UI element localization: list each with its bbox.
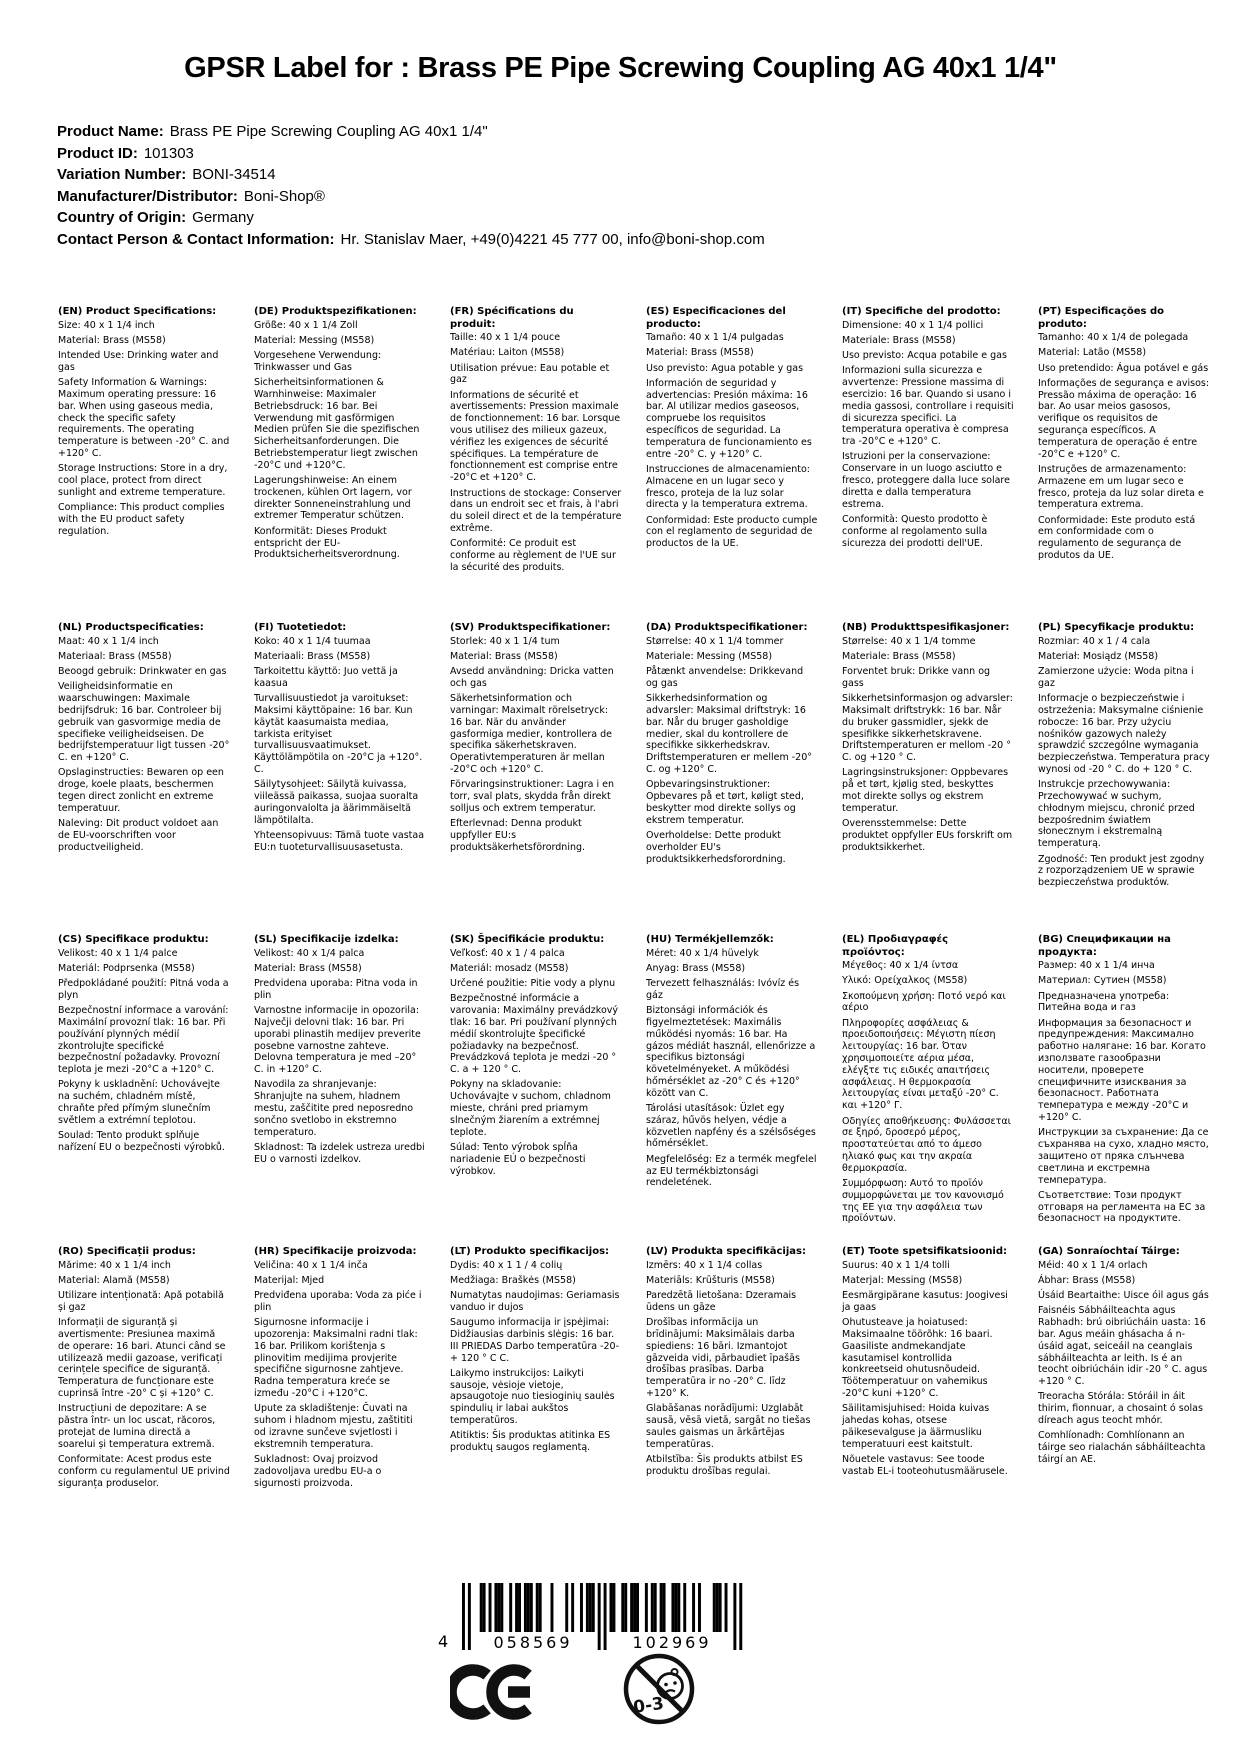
- spec-paragraph: Upute za skladištenje: Čuvati na suhom i hladnom mjestu, zaštititi od izravne sunčeve svjetlosti i ekstremnih temperatura.: [254, 1403, 413, 1450]
- spec-paragraph: Υλικό: Ορείχαλκος (MS58): [842, 975, 968, 987]
- language-block-heading: (SL) Specifikacije izdelka:: [254, 934, 399, 945]
- spec-paragraph: Съответствие: Този продукт отговаря на регламента на ЕС за безопасност на продуктите.: [1038, 1189, 1206, 1225]
- spec-paragraph: Pokyny k uskladnění: Uchovávejte na suchém, chladném místě, chraňte před přímým slunečním světlem a extrémní teplotou.: [58, 1079, 221, 1126]
- spec-paragraph: Informations de sécurité et avertissements: Pression maximale de fonctionnement: 16 bar. Lorsque vous utilisez des milieux gazeux, vérifiez les exigences de sécurité spécifiques. La température de fonctionnement est comprise entre -20°C et +120° C.: [450, 389, 621, 484]
- spec-paragraph: Materiale: Messing (MS58): [646, 650, 773, 662]
- barcode-group1-digits: 058569: [493, 1633, 573, 1652]
- spec-paragraph: Material: Alamă (MS58): [58, 1274, 170, 1286]
- language-block-heading: (HR) Specifikacije proizvoda:: [254, 1246, 417, 1257]
- language-block-heading: (DA) Produktspecifikationer:: [646, 622, 808, 633]
- spec-paragraph: Sicherheitsinformationen & Warnhinweise: Maximaler Betriebsdruck: 16 bar. Bei Verwendung mit gasförmigen Medien prüfen Sie die spezifischen Sicherheitsanforderungen. Die Betriebstemperatur liegt zwischen -20°C und +120°C.: [254, 377, 420, 471]
- spec-paragraph: Saugumo informacija ir įspėjimai: Didžiausias darbinis slėgis: 16 bar. III PRIEDAS Darbo temperatūra -20-+ 120 ° C C.: [450, 1317, 620, 1364]
- spec-paragraph: Forventet bruk: Drikke vann og gass: [842, 666, 991, 689]
- spec-paragraph: Informazioni sulla sicurezza e avvertenze: Pressione massima di esercizio: 16 bar. Quando si usano i media gassosi, controllare i requisiti di sicurezza specifici. La temperatura operativa è compresa tra -20°C e +120° C.: [842, 365, 1014, 448]
- ce-marking-icon: [450, 1661, 542, 1727]
- spec-paragraph: Koko: 40 x 1 1/4 tuumaa: [254, 635, 371, 647]
- language-block-heading: (BG) Спецификации на продукта:: [1038, 934, 1171, 958]
- spec-paragraph: Faisnéis Sábháilteachta agus Rabhadh: brú oibriúcháin uasta: 16 bar. Agus meáin ghásacha á n-úsáid agat, seiceáil na ceanglais sábháilteachta ar leith. Is é an teocht oibriúcháin idir -20 ° C. agus +120 ° C.: [1038, 1305, 1208, 1388]
- spec-paragraph: Bezpečnostní informace a varování: Maximální provozní tlak: 16 bar. Při používání plynných médií zkontrolujte specifické bezpečnostní požadavky. Provozní teplota je mezi -20°C a +120° C.: [58, 1005, 229, 1076]
- spec-paragraph: Materiaali: Brass (MS58): [254, 650, 371, 662]
- spec-paragraph: Предназначена употреба: Питейна вода и газ: [1038, 990, 1170, 1014]
- spec-paragraph: Material: Latão (MS58): [1038, 347, 1147, 359]
- spec-paragraph: Material: Brass (MS58): [254, 962, 362, 974]
- spec-paragraph: Medžiaga: Braškės (MS58): [450, 1274, 576, 1286]
- language-specifications-grid: [58, 306, 1210, 1493]
- spec-paragraph: Ohutusteave ja hoiatused: Maksimaalne töörõhk: 16 baari. Gaasiliste andmekandjate kasutamisel kontrollida konkreetseid ohutusnõudeid. Töötemperatuur on vahemikus -20°C kuni +120° C.: [842, 1317, 993, 1399]
- language-block-nl: [58, 622, 230, 934]
- age-warning-0-3-icon: [622, 1652, 696, 1730]
- spec-paragraph: Säilitamisjuhised: Hoida kuivas jahedas kohas, otsese päikesevalguse ja äärmusliku temperatuuri eest kaitstult.: [842, 1403, 990, 1450]
- spec-paragraph: Instrucțiuni de depozitare: A se păstra într- un loc uscat, răcoros, protejat de lumina directă a soarelui și temperatura extremă.: [58, 1403, 216, 1450]
- spec-paragraph: Tamaño: 40 x 1 1/4 pulgadas: [646, 332, 784, 343]
- spec-paragraph: Soulad: Tento produkt splňuje nařízení EU o bezpečnosti výrobků.: [58, 1130, 225, 1153]
- language-block-heading: (EN) Product Specifications:: [58, 306, 217, 317]
- language-block-pt: [1038, 306, 1210, 622]
- spec-paragraph: Πληροφορίες ασφάλειας & προειδοποιήσεις: Μέγιστη πίεση λειτουργίας: 16 bar. Όταν χρησιμοποιείτε αέρια μέσα, ελέγξτε τις ειδικές απαιτήσεις ασφάλειας. Η θερμοκρασία λειτουργίας είναι μεταξύ -20° C. και +120° Γ.: [842, 1017, 999, 1112]
- spec-paragraph: Uso previsto: Acqua potabile e gas: [842, 350, 1007, 362]
- language-block-de: [254, 306, 426, 622]
- spec-paragraph: Conformità: Questo prodotto è conforme al regolamento sulla sicurezza dei prodotti dell'UE.: [842, 513, 988, 549]
- spec-paragraph: Atitiktis: Šis produktas atitinka ES produktų saugos reglamentą.: [450, 1430, 611, 1454]
- spec-paragraph: Инструкции за съхранение: Да се съхранява на сухо, хладно място, защитено от пряка слънчева светлина и екстремна температура.: [1038, 1127, 1209, 1186]
- spec-paragraph: Materijal: Mjed: [254, 1274, 325, 1286]
- spec-paragraph: Treoracha Stórála: Stóráil in áit thirim, fionnuar, a chosaint ó solas díreach agus teocht mhór.: [1038, 1391, 1203, 1427]
- spec-paragraph: Anyag: Brass (MS58): [646, 962, 746, 974]
- spec-paragraph: Materiale: Brass (MS58): [842, 650, 956, 662]
- spec-paragraph: Instructions de stockage: Conserver dans un endroit sec et frais, à l'abri du soleil direct et de la température extrême.: [450, 487, 622, 534]
- spec-paragraph: Naleving: Dit product voldoet aan de EU-voorschriften voor productveiligheid.: [58, 818, 219, 853]
- spec-paragraph: Safety Information & Warnings: Maximum operating pressure: 16 bar. When using gaseous media, check the specific safety requirements. The operating temperature is between -20° C. and +120° C.: [58, 377, 230, 459]
- language-block-heading: (EL) Προδιαγραφές προϊόντος:: [842, 934, 949, 958]
- spec-paragraph: Größe: 40 x 1 1/4 Zoll: [254, 319, 358, 331]
- language-block-fi: [254, 622, 426, 934]
- spec-paragraph: Pokyny na skladovanie: Uchovávajte v suchom, chladnom mieste, chráni pred priamym slnečným žiarením a extrémnej teplote.: [450, 1079, 611, 1138]
- spec-paragraph: Συμμόρφωση: Αυτό το προϊόν συμμορφώνεται με τον κανονισμό της ΕΕ για την ασφάλεια των προϊόντων.: [842, 1178, 1004, 1225]
- language-block-ga: [1038, 1246, 1210, 1493]
- spec-paragraph: Förvaringsinstruktioner: Lagra i en torr, sval plats, skydda från direkt solljus och extrem temperatur.: [450, 779, 615, 814]
- spec-paragraph: Uso pretendido: Água potável e gás: [1038, 362, 1209, 374]
- product-info-value: Boni-Shop®: [243, 187, 325, 205]
- spec-paragraph: Utilisation prévue: Eau potable et gaz: [450, 362, 610, 386]
- spec-paragraph: Megfelelőség: Ez a termék megfelel az EU termékbiztonsági rendeletének.: [646, 1153, 817, 1189]
- language-block-fr: [450, 306, 622, 622]
- spec-paragraph: Bezpečnostné informácie a varovania: Maximálny prevádzkový tlak: 16 bar. Pri používaní plynných médií skontrolujte špecifické požiadavky na bezpečnosť. Prevádzková teplota je medzi -20 ° C. a + 120 ° C.: [450, 993, 619, 1076]
- language-block-heading: (NL) Productspecificaties:: [58, 622, 204, 633]
- language-block-heading: (IT) Specifiche del prodotto:: [842, 306, 1001, 317]
- product-info-value: Brass PE Pipe Screwing Coupling AG 40x1 1/4": [169, 123, 488, 140]
- spec-paragraph: Beoogd gebruik: Drinkwater en gas: [58, 666, 227, 678]
- spec-paragraph: Méid: 40 x 1 1/4 orlach: [1038, 1259, 1148, 1271]
- spec-paragraph: Uso previsto: Agua potable y gas: [646, 362, 804, 374]
- spec-paragraph: Lagringsinstruksjoner: Oppbevares på et tørt, kjølig sted, beskyttes mot direkte sollys og ekstrem temperatur.: [842, 767, 1009, 814]
- product-info-label: Product Name:: [57, 123, 164, 140]
- spec-paragraph: Materiaal: Brass (MS58): [58, 650, 172, 662]
- spec-paragraph: Matériau: Laiton (MS58): [450, 347, 565, 359]
- spec-paragraph: Sukladnost: Ovaj proizvod zadovoljava uredbu EU-a o sigurnosti proizvoda.: [254, 1453, 382, 1489]
- page-title: GPSR Label for : Brass PE Pipe Screwing Coupling AG 40x1 1/4": [184, 52, 1057, 84]
- product-info-value: BONI-34514: [192, 166, 276, 183]
- spec-paragraph: Conformidad: Este producto cumple con el reglamento de seguridad de productos de la UE.: [646, 514, 818, 550]
- spec-paragraph: Efterlevnad: Denna produkt uppfyller EU:s produktsäkerhetsförordning.: [450, 818, 586, 853]
- spec-paragraph: Určené použitie: Pitie vody a plynu: [450, 978, 616, 990]
- spec-paragraph: Tamanho: 40 x 1/4 de polegada: [1038, 332, 1189, 343]
- spec-paragraph: Turvallisuustiedot ja varoitukset: Maksimi käyttöpaine: 16 bar. Kun käytät kaasumaista mediaa, tarkista erityiset turvallisuusvaatimukset. Käyttölämpötila on -20°C ja +120°. C.: [254, 693, 423, 775]
- spec-paragraph: Předpokládané použití: Pitná voda a plyn: [58, 978, 229, 1001]
- spec-paragraph: Storage Instructions: Store in a dry, cool place, protect from direct sunlight and extreme temperature.: [58, 463, 228, 498]
- language-block-en: [58, 306, 230, 622]
- product-info-value: Germany: [192, 209, 254, 226]
- spec-paragraph: Overensstemmelse: Dette produktet oppfyller EUs forskrift om produktsikkerhet.: [842, 818, 1013, 853]
- spec-paragraph: Úsáid Beartaithe: Uisce óil agus gás: [1038, 1290, 1209, 1302]
- spec-paragraph: Size: 40 x 1 1/4 inch: [58, 319, 155, 331]
- spec-paragraph: Tarkoitettu käyttö: Juo vettä ja kaasua: [254, 666, 398, 689]
- age-warning-text: 0-3: [632, 1693, 666, 1718]
- spec-paragraph: Materiale: Brass (MS58): [842, 334, 956, 346]
- spec-paragraph: Velikost: 40 x 1 1/4 palce: [58, 947, 178, 959]
- spec-paragraph: Información de seguridad y advertencias: Presión máxima: 16 bar. Al utilizar medios gaseosos, compruebe los requisitos específicos de seguridad. La temperatura de funcionamiento es entre -20° C. y +120° C.: [646, 377, 812, 460]
- ean13-barcode: [438, 1583, 743, 1652]
- spec-paragraph: Materiál: mosadz (MS58): [450, 962, 569, 974]
- spec-paragraph: Størrelse: 40 x 1 1/4 tommer: [646, 635, 784, 647]
- spec-paragraph: Skladnost: Ta izdelek ustreza uredbi EU o varnosti izdelkov.: [254, 1141, 425, 1165]
- language-block-heading: (LV) Produkta specifikācijas:: [646, 1246, 806, 1257]
- spec-paragraph: Veľkosť: 40 x 1 / 4 palca: [450, 947, 565, 959]
- spec-paragraph: Conformitate: Acest produs este conform cu regulamentul UE privind siguranța produselor.: [58, 1453, 230, 1489]
- language-block-lv: [646, 1246, 818, 1493]
- product-info-row: [57, 164, 765, 186]
- spec-paragraph: Instruções de armazenamento: Armazene em um lugar seco e fresco, proteja da luz solar direta e temperatura extrema.: [1038, 463, 1204, 511]
- product-info-value: 101303: [143, 144, 194, 162]
- spec-paragraph: Laikymo instrukcijos: Laikyti sausoje, vėsioje vietoje, apsaugotoje nuo tiesioginių saulės spindulių ir labai aukštos temperatūros.: [450, 1367, 615, 1427]
- spec-paragraph: Dimensione: 40 x 1 1/4 pollici: [842, 319, 984, 331]
- product-info-label: Manufacturer/Distributor:: [57, 187, 238, 205]
- spec-paragraph: Istruzioni per la conservazione: Conservare in un luogo asciutto e fresco, proteggere dalla luce solare diretta e dalla temperatura estrema.: [842, 451, 1010, 510]
- barcode-group2-digits: 102969: [632, 1633, 712, 1652]
- spec-paragraph: Navodila za shranjevanje: Shranjujte na suhem, hladnem mestu, zaščitite pred neposredno sončno svetlobo in ekstremno temperaturo.: [254, 1079, 414, 1138]
- spec-paragraph: Informações de segurança e avisos: Pressão máxima de operação: 16 bar. Ao usar meios gasosos, verifique os requisitos de segurança específicos. A temperatura de operação é entre -20°C e +120° C.: [1038, 377, 1210, 460]
- language-block-heading: (SK) Špecifikácie produktu:: [450, 934, 605, 945]
- spec-paragraph: Atbilstība: Šis produkts atbilst ES produktu drošības regulai.: [646, 1453, 803, 1477]
- language-block-heading: (CS) Specifikace produktu:: [58, 934, 209, 945]
- language-block-sk: [450, 934, 622, 1246]
- language-block-heading: (NB) Produkttspesifikasjoner:: [842, 622, 1010, 633]
- language-block-heading: (ET) Toote spetsifikatsioonid:: [842, 1246, 1008, 1257]
- spec-paragraph: Materiāls: Krūšturis (MS58): [646, 1274, 775, 1286]
- spec-paragraph: Paredzētā lietošana: Dzeramais ūdens un gāze: [646, 1290, 797, 1313]
- language-block-hu: [646, 934, 818, 1246]
- spec-paragraph: Säkerhetsinformation och varningar: Maximalt rörelsetryck: 16 bar. När du använder gasformiga medier, kontrollera de specifika säkerhetskraven. Operativtemperaturen är mellan -20°C och +120° C.: [450, 693, 612, 775]
- spec-paragraph: Информация за безопасност и предупреждения: Максимално работно налягане: 16 bar. Когато използвате газообразни носители, проверете специфичните изисквания за безопасност. Работната температура е между -20°C и +120° C.: [1038, 1017, 1206, 1124]
- spec-paragraph: Conformidade: Este produto está em conformidade com o regulamento de segurança de produtos da UE.: [1038, 514, 1196, 562]
- spec-paragraph: Veličina: 40 x 1 1/4 inča: [254, 1259, 368, 1271]
- spec-paragraph: Glabāšanas norādījumi: Uzglabāt sausā, vēsā vietā, sargāt no tiešas saules gaismas un ārkārtējas temperatūras.: [646, 1403, 811, 1450]
- spec-paragraph: Opbevaringsinstruktioner: Opbevares på et tørt, køligt sted, beskytter mod direkte sollys og ekstrem temperatur.: [646, 779, 804, 826]
- spec-paragraph: Vorgesehene Verwendung: Trinkwasser und Gas: [254, 350, 382, 373]
- product-info-row: [57, 143, 765, 165]
- spec-paragraph: Størrelse: 40 x 1 1/4 tomme: [842, 635, 976, 647]
- spec-paragraph: Biztonsági információk és figyelmeztetések: Maximális működési nyomás: 16 bar. Ha gázos médiát használ, ellenőrizze a specifikus biztonsági követelményeket. A működési hőmérséklet az -20° C és +120° között van C.: [646, 1005, 816, 1099]
- language-block-el: [842, 934, 1014, 1246]
- spec-paragraph: Súlad: Tento výrobok spĺňa nariadenie EÚ o bezpečnosti výrobkov.: [450, 1141, 586, 1177]
- spec-paragraph: Veiligheidsinformatie en waarschuwingen: Maximale bedrijfsdruk: 16 bar. Controleer bij gebruik van gasvormige media de specifieke veiligheidseisen. De bedrijfstemperatuur ligt tussen -20° C. en +120° C.: [58, 681, 230, 764]
- language-block-it: [842, 306, 1014, 622]
- spec-paragraph: Material: Messing (MS58): [254, 334, 375, 346]
- product-info-row: [57, 186, 765, 208]
- product-info-label: Product ID:: [57, 144, 138, 162]
- language-block-sv: [450, 622, 622, 934]
- spec-paragraph: Comhlíonadh: Comhlíonann an táirge seo rialachán sábháilteachta táirgí an AE.: [1038, 1430, 1206, 1465]
- spec-paragraph: Sigurnosne informacije i upozorenja: Maksimalni radni tlak: 16 bar. Prilikom korištenja s plinovitim medijima provjerite specifične sigurnosne zahtjeve. Radna temperatura kreće se između -20°C i +120°C.: [254, 1317, 418, 1399]
- language-block-heading: (RO) Specificații produs:: [58, 1246, 196, 1257]
- language-block-heading: (ES) Especificaciones del producto:: [646, 306, 786, 330]
- spec-paragraph: Taille: 40 x 1 1/4 pouce: [450, 332, 561, 343]
- language-block-heading: (HU) Termékjellemzők:: [646, 934, 774, 945]
- product-info-row: [57, 229, 765, 251]
- spec-paragraph: Varnostne informacije in opozorila: Največji delovni tlak: 16 bar. Pri uporabi plinastih medijev preverite posebne varnostne zahteve. Delovna temperatura je med –20° C. in +120° C.: [254, 1005, 421, 1076]
- product-info-label: Variation Number:: [57, 166, 187, 183]
- language-block-et: [842, 1246, 1014, 1493]
- spec-paragraph: Материал: Сутиен (MS58): [1038, 975, 1167, 987]
- spec-paragraph: Materiał: Mosiądz (MS58): [1038, 650, 1159, 662]
- product-info-label: Contact Person & Contact Information:: [57, 230, 335, 248]
- spec-paragraph: Säilytysohjeet: Säilytä kuivassa, viileässä paikassa, suojaa suoralta auringonvalolta ja äärimmäiseltä lämpötilalta.: [254, 779, 419, 826]
- spec-paragraph: Mărime: 40 x 1 1/4 inch: [58, 1259, 171, 1271]
- spec-paragraph: Instrukcje przechowywania: Przechowywać w suchym, chłodnym miejscu, chronić przed bezpośrednim światłem słonecznym i ekstremalną temperaturą.: [1038, 779, 1195, 850]
- product-info-row: [57, 207, 765, 229]
- language-block-heading: (DE) Produktspezifikationen:: [254, 306, 417, 317]
- language-block-heading: (FR) Spécifications du produit:: [450, 306, 574, 330]
- language-block-ro: [58, 1246, 230, 1493]
- spec-paragraph: Informații de siguranță și avertismente: Presiunea maximă de operare: 16 bari. Atunci când se utilizează medii gazoase, verificați cerințele specifice de siguranță. Temperatura de funcționare este cuprinsă între -20° C și +120° C.: [58, 1317, 226, 1399]
- spec-paragraph: Numatytas naudojimas: Geriamasis vanduo ir dujos: [450, 1290, 620, 1313]
- spec-paragraph: Material: Brass (MS58): [450, 650, 558, 662]
- spec-paragraph: Storlek: 40 x 1 1/4 tum: [450, 635, 560, 647]
- spec-paragraph: Tárolási utasítások: Üzlet egy száraz, hűvös helyen, védje a közvetlen napfény és a szélsőséges hőmérséklet.: [646, 1103, 816, 1150]
- language-block-lt: [450, 1246, 622, 1493]
- spec-paragraph: Οδηγίες αποθήκευσης: Φυλάσσεται σε ξηρό, δροσερό μέρος, προστατεύεται από το άμεσο ηλιακό φως και την ακραία θερμοκρασία.: [842, 1115, 1011, 1174]
- spec-paragraph: Opslaginstructies: Bewaren op een droge, koele plaats, beschermen tegen direct zonlicht en extreme temperatuur.: [58, 767, 224, 814]
- language-block-heading: (SV) Produktspecifikationer:: [450, 622, 611, 633]
- spec-paragraph: Sikkerhedsinformation og advarsler: Maksimal driftstryk: 16 bar. Når du bruger gasholdige medier, skal du kontrollere de specifikke sikkerhedskrav. Driftstemperaturen er mellem -20° C. og +120° C.: [646, 693, 812, 775]
- language-block-pl: [1038, 622, 1210, 934]
- product-info: [57, 121, 765, 250]
- product-info-row: [57, 121, 765, 143]
- spec-paragraph: Yhteensopivuus: Tämä tuote vastaa EU:n tuoteturvallisuusasetusta.: [254, 829, 425, 853]
- language-block-da: [646, 622, 818, 934]
- spec-paragraph: Informacje o bezpieczeństwie i ostrzeżenia: Maksymalne ciśnienie robocze: 16 bar. Przy użyciu nośników gazowych należy sprawdzić szczególne wymagania bezpieczeństwa. Temperatura pracy wynosi od -20 ° C. do + 120 ° C.: [1038, 693, 1210, 775]
- language-block-cs: [58, 934, 230, 1246]
- spec-paragraph: Σκοπούμενη χρήση: Ποτό νερό και αέριο: [842, 990, 1006, 1014]
- language-block-bg: [1038, 934, 1210, 1246]
- language-block-hr: [254, 1246, 426, 1493]
- spec-paragraph: Μέγεθος: 40 x 1/4 ίντσα: [842, 960, 959, 971]
- spec-paragraph: Velikost: 40 x 1/4 palca: [254, 947, 365, 959]
- spec-paragraph: Tervezett felhasználás: Ivóvíz és gáz: [646, 978, 800, 1001]
- spec-paragraph: Eesmärgipärane kasutus: Joogivesi ja gaas: [842, 1290, 1008, 1313]
- spec-paragraph: Drošības informācija un brīdinājumi: Maksimālais darba spiediens: 16 bāri. Izmantojot gāzveida vidi, pārbaudiet īpašās drošības prasības. Darba temperatūra ir no -20° C. līdz +120° K.: [646, 1317, 800, 1399]
- spec-paragraph: Predvidena uporaba: Pitna voda in plin: [254, 978, 418, 1001]
- spec-paragraph: Instrucciones de almacenamiento: Almacene en un lugar seco y fresco, proteja de la luz solar directa y la temperatura extrema.: [646, 463, 810, 511]
- spec-paragraph: Suurus: 40 x 1 1/4 tolli: [842, 1259, 950, 1271]
- language-block-heading: (LT) Produkto specifikacijos:: [450, 1246, 610, 1257]
- product-info-label: Country of Origin:: [57, 209, 187, 226]
- spec-paragraph: Predviđena uporaba: Voda za piće i plin: [254, 1290, 422, 1313]
- spec-paragraph: Compliance: This product complies with the EU product safety regulation.: [58, 502, 225, 537]
- spec-paragraph: Materjal: Messing (MS58): [842, 1274, 963, 1286]
- spec-paragraph: Overholdelse: Dette produkt overholder EU's produktsikkerhedsforordning.: [646, 829, 786, 865]
- language-block-heading: (PL) Specyfikacje produktu:: [1038, 622, 1195, 633]
- spec-paragraph: Nõuetele vastavus: See toode vastab EL-i tooteohutusmäärusele.: [842, 1453, 1008, 1477]
- spec-paragraph: Размер: 40 x 1 1/4 инча: [1038, 960, 1155, 971]
- spec-paragraph: Material: Brass (MS58): [646, 347, 754, 359]
- spec-paragraph: Méret: 40 x 1/4 hüvelyk: [646, 947, 759, 959]
- spec-paragraph: Utilizare intenționată: Apă potabilă și gaz: [58, 1290, 224, 1313]
- spec-paragraph: Ábhar: Brass (MS58): [1038, 1274, 1136, 1286]
- language-block-heading: (GA) Sonraíochtaí Táirge:: [1038, 1246, 1180, 1257]
- barcode-lead-digit: 4: [438, 1632, 449, 1651]
- spec-paragraph: Zgodność: Ten produkt jest zgodny z rozporządzeniem UE w sprawie bezpieczeństwa produktów.: [1038, 853, 1205, 889]
- spec-paragraph: Material: Brass (MS58): [58, 334, 166, 346]
- spec-paragraph: Izmērs: 40 x 1 1/4 collas: [646, 1259, 763, 1271]
- spec-paragraph: Sikkerhetsinformasjon og advarsler: Maksimalt driftstrykk: 16 bar. Når du bruker gassmidler, sjekk de spesifikke sikkerhetskravene. Driftstemperaturen er mellom -20 ° C. og +120 ° C.: [842, 693, 1013, 764]
- language-block-es: [646, 306, 818, 622]
- spec-paragraph: Materiál: Podprsenka (MS58): [58, 962, 195, 974]
- spec-paragraph: Intended Use: Drinking water and gas: [58, 350, 219, 373]
- spec-paragraph: Påtænkt anvendelse: Drikkevand og gas: [646, 666, 804, 689]
- spec-paragraph: Maat: 40 x 1 1/4 inch: [58, 635, 159, 647]
- spec-paragraph: Lagerungshinweise: An einem trockenen, kühlen Ort lagern, vor direkter Sonneneinstrahlung und extremer Temperatur schützen.: [254, 475, 412, 522]
- spec-paragraph: Konformität: Dieses Produkt entspricht der EU-Produktsicherheitsverordnung.: [254, 525, 400, 561]
- language-block-heading: (FI) Tuotetiedot:: [254, 622, 347, 633]
- language-block-sl: [254, 934, 426, 1246]
- language-block-heading: (PT) Especificações do produto:: [1038, 306, 1164, 330]
- spec-paragraph: Zamierzone użycie: Woda pitna i gaz: [1038, 666, 1194, 689]
- spec-paragraph: Dydis: 40 x 1 1 / 4 colių: [450, 1259, 563, 1271]
- language-block-nb: [842, 622, 1014, 934]
- spec-paragraph: Rozmiar: 40 x 1 / 4 cala: [1038, 635, 1151, 647]
- product-info-value: Hr. Stanislav Maer, +49(0)4221 45 777 00, info@boni-shop.com: [340, 230, 765, 248]
- spec-paragraph: Conformité: Ce produit est conforme au règlement de l'UE sur la sécurité des produits.: [450, 538, 616, 573]
- spec-paragraph: Avsedd användning: Dricka vatten och gas: [450, 666, 614, 689]
